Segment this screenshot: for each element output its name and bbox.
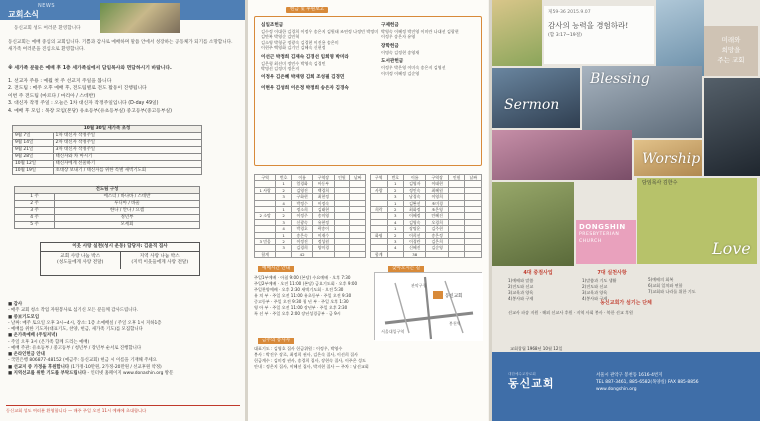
table-row — [13, 154, 202, 161]
table-cell: 2 — [387, 232, 404, 238]
table-cell: 김영진 — [291, 187, 312, 193]
table-cell: 구화현 — [291, 194, 312, 200]
map-graphic — [375, 273, 483, 341]
table-cell: 4 주 — [15, 215, 55, 222]
table-cell: 김은희 — [426, 238, 448, 244]
news-footer: 동신교회 성도 여러분 환영합니다 — 매주 주일 오전 11시 예배에 초대합니다 — [6, 405, 240, 414]
table-header-row: 구역 번호 이름 구역장 인원 날짜 — [371, 175, 482, 181]
table-cell: 정인숙 — [404, 187, 426, 193]
list-item: ■ 지역선교를 위한 기도를 부탁드립니다 - 인터넷 홈페이지 www.donashin.org 방문 — [8, 370, 174, 376]
list-item: 특 선 부 · 주일 오후 2:00 장년성경공부 · 금 9시 — [254, 310, 341, 316]
table-cell: 3 — [387, 238, 404, 244]
table-cell: 백경희 — [313, 187, 334, 193]
list-item: 주일1부예배 · 아침 9:00 (본당) 수요예배 · 오후 7:30 — [254, 275, 351, 280]
script-word: Love — [712, 239, 751, 258]
table-cell — [387, 251, 404, 257]
cover-photo — [492, 0, 542, 66]
table-cell: 2 소망 — [255, 213, 276, 219]
table-cell: 3 — [276, 194, 292, 200]
table-cell: 아동부 — [313, 181, 334, 187]
table-cell: 신광숙 — [291, 219, 312, 225]
table-cell: 조은영 — [426, 206, 448, 212]
team-table-title: 전도팀 구성 — [15, 187, 200, 194]
list-item: 유 치 부 · 주일 오전 11:00 유초등부 · 주일 오전 9:30 — [254, 292, 352, 298]
offering-box — [254, 16, 482, 166]
church-box-desc: (성도들에게 사랑 전달) — [57, 260, 104, 266]
table-cell: 정성원 — [313, 238, 334, 244]
table-cell: 한나 / 안나 / 요셉 — [55, 208, 200, 215]
table-cell: 최현정 — [313, 194, 334, 200]
location-map — [374, 272, 482, 340]
table-cell: 김영자 — [404, 181, 426, 187]
table-cell: 희락 — [371, 206, 388, 212]
table-cell: 9월 28일 — [13, 154, 54, 161]
script-word: Sermon — [504, 97, 560, 113]
table-cell: 3차 대신자 작정주일 — [53, 147, 201, 154]
table-cell: 남경숙 — [404, 194, 426, 200]
notice-item: 2. 전도팀 : 매주 오후 예배 후, 전도팀별로 전도 활동이 진행됩니다 — [8, 86, 147, 92]
neighbor-love-box — [40, 242, 200, 276]
table-cell: 최화정 — [404, 206, 426, 212]
table-cell: 송은숙 — [291, 232, 312, 238]
table-cell: 김순영 — [426, 245, 448, 251]
table-cell: 이희선 — [404, 232, 426, 238]
table-cell: 모세회 — [55, 222, 200, 229]
table-row — [13, 140, 202, 147]
table-cell: 4 — [276, 200, 292, 206]
schedule-table-title: 10월 30일 새가족 초청 — [13, 126, 202, 133]
table-cell: 송은정 — [426, 232, 448, 238]
table-cell: 최혜원 — [426, 187, 448, 193]
table-cell: 사랑 — [371, 187, 388, 193]
table-cell: 조미경 — [426, 200, 448, 206]
table-cell — [313, 251, 334, 257]
list-item: 영 아 부 · 주일 오전 11:00 장년부 · 주일 오후 2:30 — [254, 304, 348, 310]
table-cell: 태신자에게 선물하기 — [53, 161, 201, 168]
table-cell: 화평 — [371, 232, 388, 238]
list-item: ■ 선교지 중 가정을 후원합니다 (1가정-10만원, 2가정-20만원 / 선교후원 약정) — [8, 364, 162, 370]
cover-photo — [656, 0, 704, 76]
table-cell — [426, 251, 448, 257]
news-intro: 동신교회는 예배 중심의 교회입니다. 기쁨과 감사로 예배하며 말씀 안에서 성장하는 공동체가 되기를 소망합니다. 새가족 여러분을 진심으로 환영합니다. — [8, 40, 233, 52]
presbyterian-badge: DONGSHIN PRESBYTERIAN CHURCH — [576, 220, 636, 264]
offering-col-title: 구제헌금 — [381, 23, 399, 28]
table-cell: 김영숙 — [404, 219, 426, 225]
news-photo — [100, 3, 180, 33]
founded-date: 교회창립 1968년 10월 12일 — [510, 346, 563, 351]
table-cell: 합계 — [371, 251, 388, 257]
table-cell: 3 — [387, 213, 404, 219]
list-item: 대표기도 : 김영호 집사 헌금위원 : 이정우, 박영수 — [254, 346, 343, 351]
list-item: 봉사 : 박진우 장로, 최정희 권사, 김은숙 집사, 이선희 집사 — [254, 351, 358, 357]
table-cell: 1 사랑 — [255, 187, 276, 193]
list-item: ■ 온가족예배 (주일저녁) - 주일 오후 3시 (온가족 함께 드리는 예배) — [8, 333, 90, 345]
ministry-col: 5)예배의 회복 6)교회 일치와 연합 7)교회와 나라를 위한 기도 — [648, 277, 696, 295]
table-cell: 엄경화 — [291, 181, 312, 187]
issue-number: 제59-36 2015.9.07 — [548, 10, 591, 15]
offering-col-1: 십일조헌금 김수정 이대한 김경희 이정우 송은지 김원태 조연정 나정민 박정미 김만복 박영순 김민혁 김소영 박형균 정광숙 김경현 이진용 송은미 이현주 백영화 김기인 김혜숙 신현정 이선근 박정희 김재숙 김경선 임희영 박미라 김은형 최선미 정민수 박영숙 김경민 박명선 김정미 정은지 이정우 김은혜 박재영 김희 조성필 김경민 이현우 김성희 이은정 박정희 송은자 김경숙 — [261, 23, 379, 91]
church-box-label: 교회 사랑 나눔 박스 — [60, 254, 101, 260]
list-item: ■ 감사 - 매주 교회 청소 작업 자원봉사로 섬기신 모든 분들께 감사드립니다. — [8, 302, 139, 314]
new-family-notice: ※ 세가족 분들은 예배 후 1층 세가족실에서 담임목사와 면담하시기 바랍니다. — [8, 66, 172, 71]
table-cell: 신혜진 — [404, 245, 426, 251]
table-cell: 태신자와 차 마시기 — [53, 154, 201, 161]
ministry-header: 동신교회가 섬기는 단체 — [600, 300, 652, 306]
offering-panel — [248, 0, 488, 421]
table-cell: 루디아 / 바울 — [55, 201, 200, 208]
list-item: 주일찬양예배 · 오후 2:30 새벽기도회 · 오전 5:30 — [254, 286, 344, 292]
table-cell: 이혜정 — [404, 213, 426, 219]
table-cell: 1 주 — [15, 194, 55, 201]
offering-col-title: 십일조헌금 — [261, 23, 284, 28]
script-word: Worship — [642, 151, 701, 167]
table-cell: 정소희 — [291, 206, 312, 212]
map-header: 찾아오시는 길 — [388, 266, 424, 272]
table-cell: 10월 12일 — [13, 161, 54, 168]
table-cell: 3 — [387, 194, 404, 200]
table-cell: 이경란 — [404, 238, 426, 244]
list-item: 헌금계수 : 김미정 권사, 송경희 집사, 장현숙 집사, 이주은 성도 — [254, 357, 366, 363]
notice-item: 이번 주 전도팀 (마르다 / 마리아 / 스데반) — [8, 93, 96, 99]
table-cell: 장명운 — [404, 226, 426, 232]
table-header-row: 구역 번호 이름 구역장 인원 날짜 — [255, 175, 366, 181]
table-cell: 김완선 — [404, 200, 426, 206]
notice-item: 1. 선교자 주용 : 예월 첫 주 선교지 주일을 봅니다 — [8, 79, 112, 84]
table-row — [13, 161, 202, 168]
cover-photo — [492, 182, 574, 266]
table-row — [255, 251, 366, 257]
list-item: 중고등부 · 주일 오전 9:30 청 년 부 · 주일 오후 1:30 — [254, 298, 349, 304]
table-cell: 이영희 — [426, 194, 448, 200]
website-link[interactable]: www.dongshin.org — [596, 387, 637, 393]
table-cell: 2차 대신자 작정주일 — [53, 140, 201, 147]
table-cell: 이태현 — [426, 181, 448, 187]
table-cell: 42 — [291, 251, 312, 257]
list-item: 안내 : 정은지 집사, 이혜선 집사, 박지현 집사 — 주차 : 남선교회 — [254, 363, 369, 369]
table-cell: 3 — [276, 245, 292, 251]
table-cell: 3 믿음 — [255, 238, 276, 244]
verse-title: 감사의 능력을 경험하라! — [548, 21, 629, 31]
church-address: 서울시 관악구 봉천동 1616-4번지 TEL 887-3461, 885-6582(목양실) FAX 885-8856 www.dongshin.org — [596, 372, 756, 393]
news-bullets — [8, 302, 240, 377]
table-cell: 38 — [404, 251, 426, 257]
volunteer-header: 금주의 봉사자 — [258, 338, 294, 344]
news-header-small: NEWS — [38, 3, 56, 9]
list-item: ■ 중보기도모임 - 날짜: 매주 토요일 오후 3시~4시, 장소: 1층 소예배실 / 주일 오후 1시 지하1층 — [8, 314, 162, 326]
list-item: 주일2부예배 · 오전 11:00 (본당) 금요기도회 · 오후 9:00 — [254, 280, 358, 286]
table-cell: 4 — [387, 245, 404, 251]
notice-item: 3. 대신자 작정 주일 : 오늘은 1차 대신자 작정주일입니다 (D-day 49일) — [8, 101, 159, 107]
ministry-col: 선교사 파송 지원 · 해외 선교사 후원 · 지역 사회 봉사 · 북한 선교 후원 — [508, 310, 633, 315]
worship-header: 예배시간 안내 — [258, 266, 294, 272]
table-cell: 9월 21일 — [13, 147, 54, 154]
table-cell — [276, 251, 292, 257]
table-cell: 박정수 — [291, 200, 312, 206]
table-cell: 2 — [276, 238, 292, 244]
table-row — [15, 208, 200, 215]
table-cell: 2 — [276, 187, 292, 193]
table-cell: 1 — [276, 181, 292, 187]
table-cell — [448, 251, 465, 257]
table-cell: 김경희 — [291, 245, 312, 251]
table-cell: 1 — [276, 206, 292, 212]
table-cell: 오경희 — [426, 219, 448, 225]
table-cell: 유현정 — [313, 219, 334, 225]
table-cell: 1 — [276, 232, 292, 238]
table-cell: 9월 7일 — [13, 133, 54, 140]
table-cell: 10월 19일 — [13, 168, 54, 175]
table-row — [15, 194, 200, 201]
table-cell: 김태현 — [313, 206, 334, 212]
church-marker-icon — [433, 291, 443, 299]
table-cell: 4 — [387, 219, 404, 225]
table-row — [371, 251, 482, 257]
offering-col-2: 구제헌금 박영숙 이혜정 박진영 이미란 나대선 김광현 이정우 송은자 유영 장학헌금 이명숙 김정현 송영재 도서관헌금 이정우 박은영 이미숙 송은지 김영선 이미정 이혜정 김순영 — [381, 23, 479, 76]
table-cell: 1차 대신자 작정주일 — [53, 133, 201, 140]
table-cell: 2 주 — [15, 201, 55, 208]
verse-box — [544, 6, 654, 64]
local-box-desc: (지역 이웃들에게 사랑 전달) — [131, 260, 189, 266]
table-cell — [350, 251, 366, 257]
table-cell: 9월 14일 — [13, 140, 54, 147]
pastor-name: 담임목사 김한수 — [642, 180, 678, 186]
local-box-label: 지역 사랑 나눔 박스 — [139, 254, 180, 260]
list-item: - 예배를 위한 기도자(대표기도, 찬양, 헌금, 새가족 기도)를 모집합니다 — [8, 327, 143, 332]
table-cell: 박경호 — [291, 226, 312, 232]
table-cell: 곽송이 — [313, 226, 334, 232]
offering-header: 헌금 및 후원보고 — [286, 7, 328, 13]
table-cell: 이재수 — [313, 232, 334, 238]
table-cell: 이정숙 — [313, 200, 334, 206]
table-cell: 1 — [387, 200, 404, 206]
table-row — [15, 215, 200, 222]
schedule-table — [12, 125, 202, 175]
news-header-title: 교회소식 — [8, 10, 39, 19]
table-cell: 에스더 / 바나바 / 스데반 — [55, 194, 200, 201]
ministry-col: 7대 실천사항 1)말씀과 기도 생활 2)전도와 선교 3)교육과 양육 4)봉사와 구제 — [582, 270, 627, 301]
notice-list — [8, 78, 240, 115]
table-cell: 5 주 — [15, 222, 55, 229]
table-cell: 이정진 — [291, 238, 312, 244]
cover-photo — [492, 130, 632, 180]
notice-item: 4. 예배 후 모임 : 목장 모임(본당) 유초등부(유초등부실) 중고등부(중고등부실) — [8, 108, 173, 114]
table-cell: 2 — [387, 187, 404, 193]
script-word: Blessing — [590, 71, 650, 87]
group-table-right — [370, 174, 482, 258]
church-footer — [492, 352, 760, 421]
table-cell — [334, 251, 350, 257]
table-cell: 2 — [276, 213, 292, 219]
map-label: 관악구청 — [411, 283, 427, 288]
church-logo: 대한예수교장로회 동신교회 — [508, 372, 555, 390]
worship-times — [254, 275, 370, 317]
table-row — [15, 222, 200, 229]
table-cell: 4 — [276, 226, 292, 232]
map-label: 동신교회 — [445, 294, 463, 299]
map-label: 서울대입구역 — [381, 329, 405, 334]
table-cell: 2 — [387, 206, 404, 212]
table-row — [13, 147, 202, 154]
table-cell: 3 — [276, 219, 292, 225]
table-cell: 이정주 — [291, 213, 312, 219]
table-cell: 안혜진 — [426, 213, 448, 219]
evangelism-team-table — [14, 186, 200, 229]
cover-collage — [492, 0, 760, 266]
ministry-col: 4대 중점사업 1)예배와 말씀 2)전도와 선교 3)교육과 양육 4)봉사와 구제 — [508, 270, 553, 301]
table-cell: 1 — [387, 226, 404, 232]
list-item: ■ 온라인헌금 안내 - 국민은행 806877-48152 (예금주: 동신교회) 헌금 시 이름을 기재해 주세요 — [8, 352, 157, 364]
list-item: - 예배 주관: 유초등부 / 중고등부 / 청년부 / 장년부 순서로 진행합니다 — [8, 345, 142, 351]
news-panel — [0, 0, 245, 421]
pastor-photo — [704, 78, 760, 176]
motto-box: 미래와 희망을 주는 교회 — [704, 26, 758, 76]
table-row — [13, 133, 202, 140]
group-table-left — [254, 174, 366, 258]
table-cell: 김주현 — [426, 226, 448, 232]
map-label: 봉천역 — [449, 321, 461, 326]
table-cell: 정년부 — [55, 215, 200, 222]
table-cell — [465, 251, 482, 257]
table-cell: 3 주 — [15, 208, 55, 215]
table-row — [13, 168, 202, 175]
table-cell: 송미영 — [313, 213, 334, 219]
volunteer-list — [254, 346, 482, 370]
table-cell: 합계 — [255, 251, 276, 257]
table-row — [15, 201, 200, 208]
cover-panel — [492, 0, 760, 421]
verse-reference: (합 3:17~19절) — [548, 33, 582, 39]
table-cell: 1 — [387, 181, 404, 187]
table-cell: 양미경 — [313, 245, 334, 251]
table-cell: 초대장 보내기 / 태신자를 위한 특별 새벽기도회 — [53, 168, 201, 175]
news-subtitle: 동신교회 성도 여러분 환영합니다 — [14, 26, 81, 31]
neighbor-love-title: 이웃 사랑 실천(성시 운동) 담당자: 김윤직 집사 — [41, 243, 199, 252]
